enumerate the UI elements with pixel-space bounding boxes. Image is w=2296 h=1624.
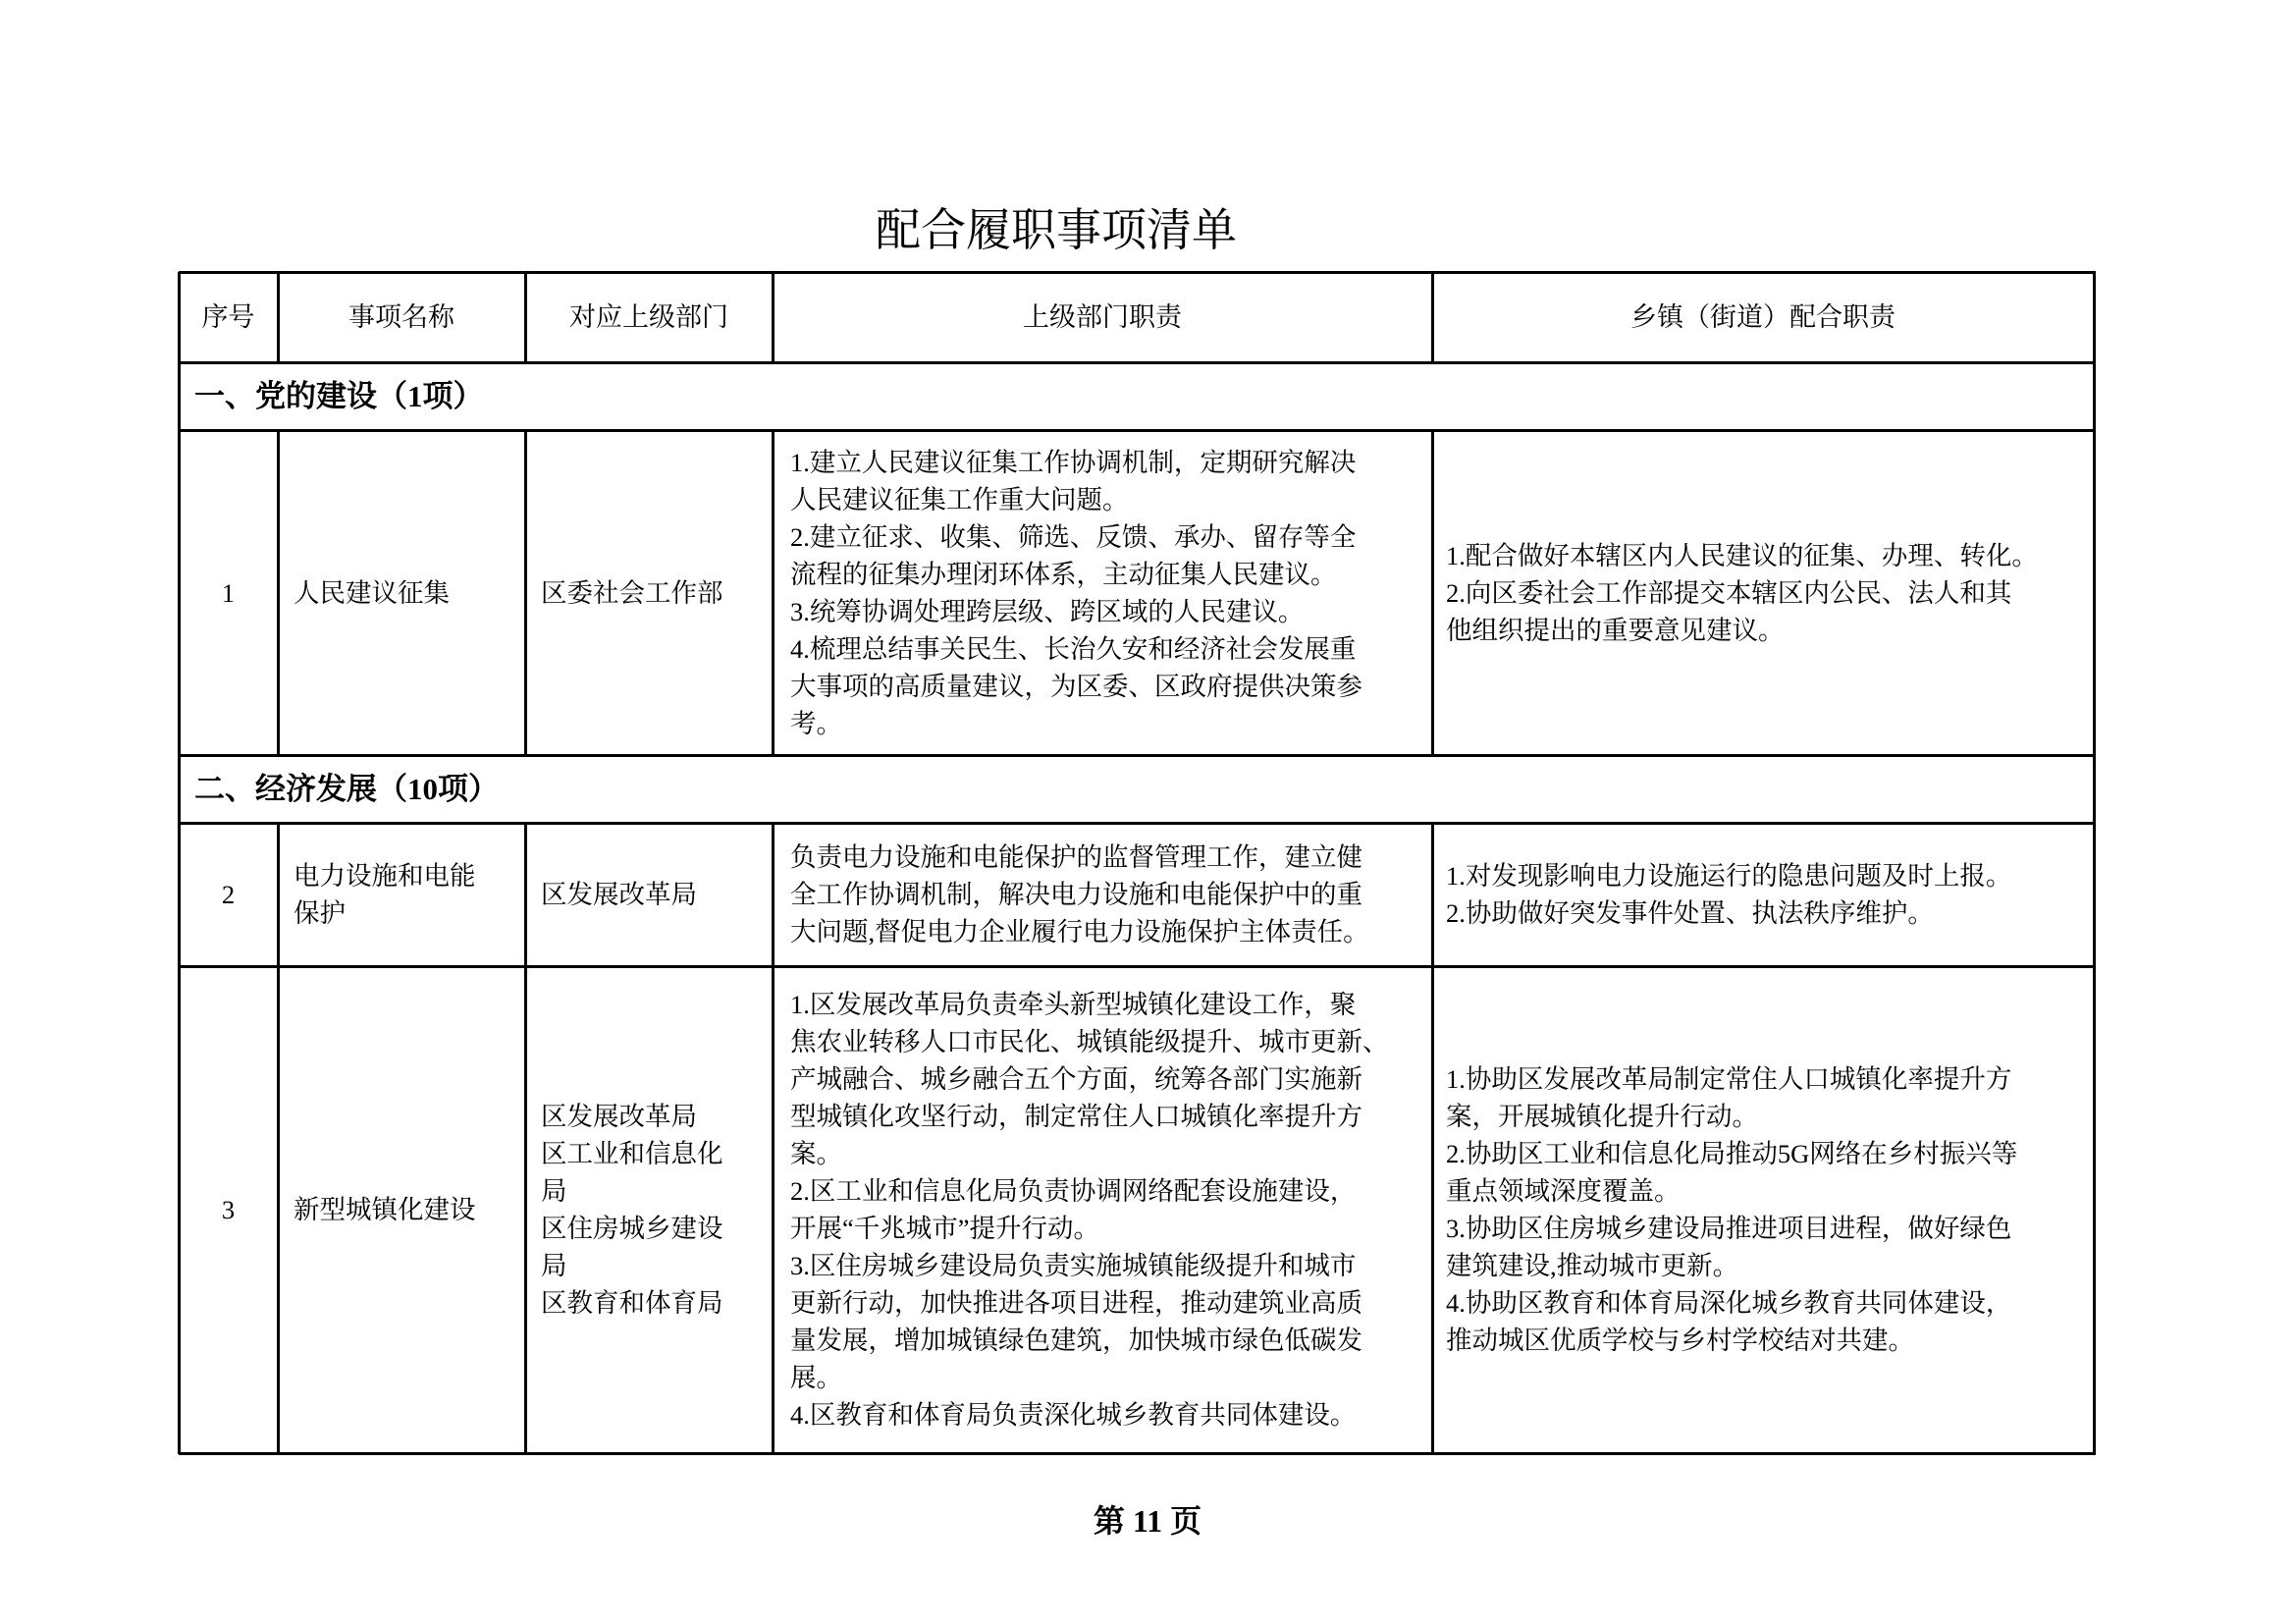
header-cell-coop: [1432, 272, 2094, 362]
duty-line: 产城融合、城乡融合五个方面，统筹各部门实施新: [790, 1064, 1362, 1094]
row-2-name: [278, 823, 525, 966]
duty-line: 1.建立人民建议征集工作协调机制，定期研究解决: [790, 447, 1357, 477]
duty-line: 全工作协调机制，解决电力设施和电能保护中的重: [790, 880, 1362, 909]
duty-line: 2.建立征求、收集、筛选、反馈、承办、留存等全: [790, 521, 1357, 552]
coop-line: 3.协助区住房城乡建设局推进项目进程，做好绿色: [1446, 1214, 2012, 1243]
coop-line: 重点领域深度覆盖。: [1446, 1176, 1681, 1206]
coop-line: 他组织提出的重要意见建议。: [1446, 615, 1785, 645]
header-cell-no: [179, 272, 278, 362]
row-3-no: [179, 966, 278, 1453]
dept-line: 区发展改革局: [541, 880, 697, 909]
header-name-label: 事项名称: [348, 302, 454, 332]
duty-line: 开展“千兆城市”提升行动。: [790, 1214, 1100, 1243]
row-1-dept: [525, 430, 773, 755]
item-name-line: 电力设施和电能: [294, 861, 476, 891]
coop-line: 4.协助区教育和体育局深化城乡教育共同体建设，: [1446, 1288, 2012, 1318]
duty-line: 负责电力设施和电能保护的监督管理工作，建立健: [790, 842, 1362, 872]
row-3-name: [278, 966, 525, 1453]
coop-line: 推动城区优质学校与乡村学校结对共建。: [1446, 1326, 1914, 1355]
dept-line: 区委社会工作部: [541, 577, 723, 608]
coop-line: 2.协助区工业和信息化局推动5G网络在乡村振兴等: [1446, 1139, 2018, 1168]
row-3-duty: [773, 966, 1432, 1453]
header-coop-label: 乡镇（街道）配合职责: [1630, 302, 1896, 332]
row-2-dept: [525, 823, 773, 966]
header-cell-duty: [773, 272, 1432, 362]
item-name-line: 新型城镇化建设: [294, 1195, 476, 1224]
duty-line: 考。: [790, 708, 842, 738]
item-name-line: 人民建议征集: [294, 577, 450, 608]
duty-line: 量发展，增加城镇绿色建筑，加快城市绿色低碳发: [790, 1326, 1362, 1355]
header-cell-name: [278, 272, 525, 362]
coop-line: 1.对发现影响电力设施运行的隐患问题及时上报。: [1446, 861, 2012, 891]
duty-line: 4.梳理总结事关民生、长治久安和经济社会发展重: [790, 633, 1357, 664]
dept-line: 区工业和信息化: [541, 1139, 723, 1168]
row-1-name: [278, 430, 525, 755]
document-title: 配合履职事项清单: [876, 205, 1237, 255]
duty-line: 1.区发展改革局负责牵头新型城镇化建设工作，聚: [790, 990, 1357, 1019]
row-2-duty: [773, 823, 1432, 966]
dept-line: 区教育和体育局: [541, 1288, 723, 1318]
dept-line: 区住房城乡建设: [541, 1214, 723, 1243]
duty-line: 2.区工业和信息化局负责协调网络配套设施建设，: [790, 1176, 1357, 1206]
duty-line: 流程的征集办理闭环体系，主动征集人民建议。: [790, 559, 1337, 589]
page-number: 第 11 页: [1093, 1503, 1202, 1539]
duty-line: 案。: [790, 1139, 842, 1168]
coop-line: 1.协助区发展改革局制定常住人口城镇化率提升方: [1446, 1064, 2012, 1094]
section-2-label: 二、经济发展（10项）: [194, 771, 499, 806]
section-1-label: 一、党的建设（1项）: [194, 378, 484, 413]
header-cell-dept: [525, 272, 773, 362]
item-name-line: 保护: [294, 898, 346, 928]
row-1-coop: [1432, 430, 2094, 755]
coop-line: 案，开展城镇化提升行动。: [1446, 1102, 1758, 1131]
coop-line: 2.向区委社会工作部提交本辖区内公民、法人和其: [1446, 577, 2012, 608]
dept-line: 局: [541, 1176, 567, 1206]
row-2-no: [179, 823, 278, 966]
duty-line: 型城镇化攻坚行动，制定常住人口城镇化率提升方: [790, 1102, 1362, 1131]
duty-line: 展。: [790, 1363, 842, 1392]
dept-line: 区发展改革局: [541, 1102, 697, 1131]
row-1-no: [179, 430, 278, 755]
duty-line: 3.区住房城乡建设局负责实施城镇能级提升和城市: [790, 1251, 1357, 1280]
row-3-coop: [1432, 966, 2094, 1453]
dept-line: 局: [541, 1251, 567, 1280]
row-1-duty: [773, 430, 1432, 755]
duty-table: [179, 272, 2094, 1453]
duty-line: 3.统筹协调处理跨层级、跨区域的人民建议。: [790, 596, 1305, 626]
row-no: 2: [221, 880, 236, 909]
section-heading: [179, 755, 2094, 823]
duty-line: 大问题,督促电力企业履行电力设施保护主体责任。: [790, 917, 1369, 947]
duty-line: 焦农业转移人口市民化、城镇能级提升、城市更新、: [790, 1027, 1389, 1056]
row-no: 1: [221, 577, 236, 608]
coop-line: 2.协助做好突发事件处置、执法秩序维护。: [1446, 898, 1934, 928]
duty-line: 人民建议征集工作重大问题。: [790, 484, 1129, 514]
duty-line: 更新行动，加快推进各项目进程，推动建筑业高质: [790, 1288, 1362, 1318]
duty-line: 大事项的高质量建议，为区委、区政府提供决策参: [790, 671, 1362, 701]
header-duty-label: 上级部门职责: [1023, 302, 1182, 332]
row-no: 3: [221, 1195, 236, 1224]
section-heading: [179, 362, 2094, 430]
coop-line: 1.配合做好本辖区内人民建议的征集、办理、转化。: [1446, 540, 2038, 570]
header-dept-label: 对应上级部门: [569, 302, 728, 332]
coop-line: 建筑建设,推动城市更新。: [1446, 1251, 1739, 1280]
duty-line: 4.区教育和体育局负责深化城乡教育共同体建设。: [790, 1400, 1357, 1430]
row-2-coop: [1432, 823, 2094, 966]
header-no-label: 序号: [201, 302, 255, 332]
row-3-dept: [525, 966, 773, 1453]
